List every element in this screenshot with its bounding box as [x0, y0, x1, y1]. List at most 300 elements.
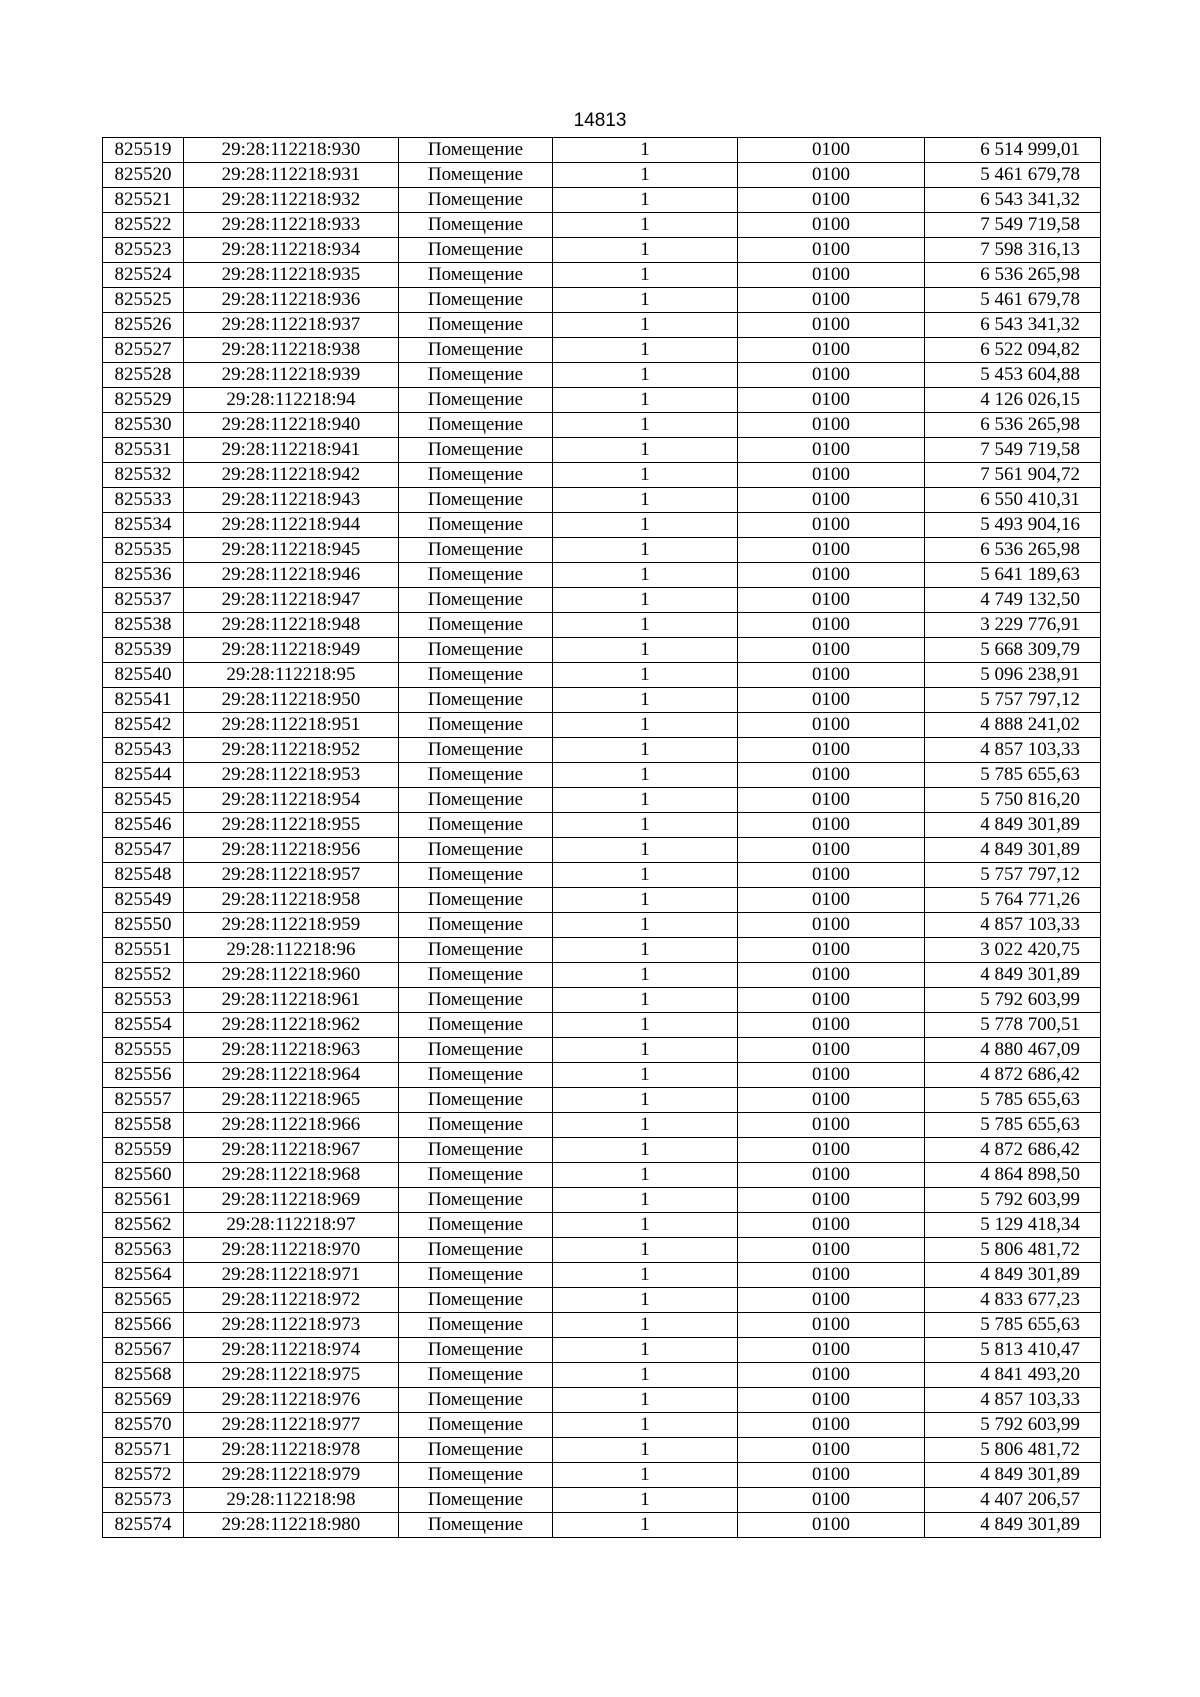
object-type-cell: Помещение	[399, 388, 553, 413]
cadastral-value-cell: 7 598 316,13	[925, 238, 1101, 263]
cadastral-value-cell: 4 841 493,20	[925, 1363, 1101, 1388]
cadastral-value-cell: 5 778 700,51	[925, 1013, 1101, 1038]
cadastral-value-cell: 6 536 265,98	[925, 413, 1101, 438]
cadastral-number-cell: 29:28:112218:943	[184, 488, 399, 513]
code-cell: 0100	[738, 1188, 925, 1213]
row-number-cell: 825551	[103, 938, 184, 963]
row-number-cell: 825543	[103, 738, 184, 763]
table-row	[103, 1138, 1101, 1163]
code-cell: 0100	[738, 738, 925, 763]
count-cell: 1	[553, 638, 738, 663]
cadastral-number-cell: 29:28:112218:953	[184, 763, 399, 788]
cadastral-value-cell: 4 833 677,23	[925, 1288, 1101, 1313]
table-row	[103, 813, 1101, 838]
code-cell: 0100	[738, 1013, 925, 1038]
row-number-cell: 825532	[103, 463, 184, 488]
row-number-cell: 825569	[103, 1388, 184, 1413]
cadastral-value-cell: 7 549 719,58	[925, 438, 1101, 463]
cadastral-number-cell: 29:28:112218:963	[184, 1038, 399, 1063]
table-row	[103, 763, 1101, 788]
cadastral-number-cell: 29:28:112218:978	[184, 1438, 399, 1463]
code-cell: 0100	[738, 488, 925, 513]
count-cell: 1	[553, 163, 738, 188]
object-type-cell: Помещение	[399, 1413, 553, 1438]
object-type-cell: Помещение	[399, 1513, 553, 1538]
cadastral-number-cell: 29:28:112218:973	[184, 1313, 399, 1338]
object-type-cell: Помещение	[399, 763, 553, 788]
code-cell: 0100	[738, 188, 925, 213]
cadastral-number-cell: 29:28:112218:933	[184, 213, 399, 238]
cadastral-number-cell: 29:28:112218:959	[184, 913, 399, 938]
object-type-cell: Помещение	[399, 463, 553, 488]
cadastral-number-cell: 29:28:112218:94	[184, 388, 399, 413]
object-type-cell: Помещение	[399, 1263, 553, 1288]
code-cell: 0100	[738, 1138, 925, 1163]
count-cell: 1	[553, 1088, 738, 1113]
code-cell: 0100	[738, 1438, 925, 1463]
table-row	[103, 838, 1101, 863]
object-type-cell: Помещение	[399, 1138, 553, 1163]
object-type-cell: Помещение	[399, 663, 553, 688]
object-type-cell: Помещение	[399, 213, 553, 238]
count-cell: 1	[553, 388, 738, 413]
count-cell: 1	[553, 713, 738, 738]
cadastral-value-cell: 5 641 189,63	[925, 563, 1101, 588]
count-cell: 1	[553, 213, 738, 238]
object-type-cell: Помещение	[399, 513, 553, 538]
row-number-cell: 825557	[103, 1088, 184, 1113]
row-number-cell: 825519	[103, 138, 184, 163]
cadastral-value-cell: 6 543 341,32	[925, 313, 1101, 338]
cadastral-number-cell: 29:28:112218:977	[184, 1413, 399, 1438]
row-number-cell: 825546	[103, 813, 184, 838]
object-type-cell: Помещение	[399, 613, 553, 638]
object-type-cell: Помещение	[399, 538, 553, 563]
cadastral-value-cell: 5 792 603,99	[925, 1413, 1101, 1438]
cadastral-number-cell: 29:28:112218:944	[184, 513, 399, 538]
count-cell: 1	[553, 138, 738, 163]
cadastral-number-cell: 29:28:112218:931	[184, 163, 399, 188]
row-number-cell: 825572	[103, 1463, 184, 1488]
count-cell: 1	[553, 1288, 738, 1313]
row-number-cell: 825564	[103, 1263, 184, 1288]
cadastral-number-cell: 29:28:112218:962	[184, 1013, 399, 1038]
cadastral-value-cell: 5 785 655,63	[925, 1113, 1101, 1138]
row-number-cell: 825536	[103, 563, 184, 588]
object-type-cell: Помещение	[399, 1238, 553, 1263]
count-cell: 1	[553, 1113, 738, 1138]
count-cell: 1	[553, 438, 738, 463]
table-row	[103, 688, 1101, 713]
cadastral-value-cell: 5 453 604,88	[925, 363, 1101, 388]
cadastral-number-cell: 29:28:112218:969	[184, 1188, 399, 1213]
table-row	[103, 713, 1101, 738]
count-cell: 1	[553, 813, 738, 838]
table-row	[103, 388, 1101, 413]
cadastral-number-cell: 29:28:112218:964	[184, 1063, 399, 1088]
count-cell: 1	[553, 988, 738, 1013]
cadastral-number-cell: 29:28:112218:970	[184, 1238, 399, 1263]
row-number-cell: 825521	[103, 188, 184, 213]
count-cell: 1	[553, 363, 738, 388]
cadastral-value-cell: 4 849 301,89	[925, 1513, 1101, 1538]
cadastral-number-cell: 29:28:112218:941	[184, 438, 399, 463]
cadastral-value-cell: 3 022 420,75	[925, 938, 1101, 963]
cadastral-number-cell: 29:28:112218:935	[184, 263, 399, 288]
count-cell: 1	[553, 1263, 738, 1288]
cadastral-number-cell: 29:28:112218:930	[184, 138, 399, 163]
cadastral-value-cell: 5 792 603,99	[925, 1188, 1101, 1213]
table-row	[103, 1288, 1101, 1313]
count-cell: 1	[553, 913, 738, 938]
code-cell: 0100	[738, 338, 925, 363]
table-row	[103, 1388, 1101, 1413]
row-number-cell: 825555	[103, 1038, 184, 1063]
cadastral-value-cell: 4 849 301,89	[925, 963, 1101, 988]
code-cell: 0100	[738, 263, 925, 288]
table-row	[103, 263, 1101, 288]
cadastral-number-cell: 29:28:112218:955	[184, 813, 399, 838]
row-number-cell: 825552	[103, 963, 184, 988]
row-number-cell: 825550	[103, 913, 184, 938]
code-cell: 0100	[738, 763, 925, 788]
count-cell: 1	[553, 538, 738, 563]
table-row	[103, 538, 1101, 563]
count-cell: 1	[553, 1238, 738, 1263]
table-row	[103, 1313, 1101, 1338]
cadastral-value-cell: 5 757 797,12	[925, 688, 1101, 713]
code-cell: 0100	[738, 463, 925, 488]
row-number-cell: 825548	[103, 863, 184, 888]
table-body	[103, 138, 1101, 1538]
cadastral-value-cell: 5 806 481,72	[925, 1438, 1101, 1463]
code-cell: 0100	[738, 638, 925, 663]
code-cell: 0100	[738, 1413, 925, 1438]
row-number-cell: 825535	[103, 538, 184, 563]
row-number-cell: 825526	[103, 313, 184, 338]
code-cell: 0100	[738, 838, 925, 863]
cadastral-value-cell: 6 536 265,98	[925, 538, 1101, 563]
code-cell: 0100	[738, 1513, 925, 1538]
page-number: 14813	[573, 110, 627, 131]
cadastral-value-cell: 4 864 898,50	[925, 1163, 1101, 1188]
row-number-cell: 825530	[103, 413, 184, 438]
cadastral-number-cell: 29:28:112218:951	[184, 713, 399, 738]
count-cell: 1	[553, 238, 738, 263]
code-cell: 0100	[738, 863, 925, 888]
cadastral-number-cell: 29:28:112218:971	[184, 1263, 399, 1288]
table-row	[103, 1213, 1101, 1238]
cadastral-value-cell: 4 749 132,50	[925, 588, 1101, 613]
cadastral-number-cell: 29:28:112218:942	[184, 463, 399, 488]
code-cell: 0100	[738, 1213, 925, 1238]
code-cell: 0100	[738, 688, 925, 713]
row-number-cell: 825560	[103, 1163, 184, 1188]
code-cell: 0100	[738, 288, 925, 313]
object-type-cell: Помещение	[399, 1088, 553, 1113]
object-type-cell: Помещение	[399, 1463, 553, 1488]
count-cell: 1	[553, 1463, 738, 1488]
table-row	[103, 1413, 1101, 1438]
cadastral-number-cell: 29:28:112218:975	[184, 1363, 399, 1388]
cadastral-number-cell: 29:28:112218:934	[184, 238, 399, 263]
table-row	[103, 1038, 1101, 1063]
cadastral-number-cell: 29:28:112218:960	[184, 963, 399, 988]
count-cell: 1	[553, 1138, 738, 1163]
row-number-cell: 825533	[103, 488, 184, 513]
cadastral-value-cell: 4 407 206,57	[925, 1488, 1101, 1513]
code-cell: 0100	[738, 513, 925, 538]
row-number-cell: 825562	[103, 1213, 184, 1238]
row-number-cell: 825529	[103, 388, 184, 413]
code-cell: 0100	[738, 213, 925, 238]
cadastral-number-cell: 29:28:112218:961	[184, 988, 399, 1013]
count-cell: 1	[553, 788, 738, 813]
count-cell: 1	[553, 888, 738, 913]
count-cell: 1	[553, 488, 738, 513]
object-type-cell: Помещение	[399, 1013, 553, 1038]
code-cell: 0100	[738, 388, 925, 413]
cadastral-value-cell: 5 785 655,63	[925, 763, 1101, 788]
count-cell: 1	[553, 563, 738, 588]
object-type-cell: Помещение	[399, 1163, 553, 1188]
cadastral-value-cell: 5 806 481,72	[925, 1238, 1101, 1263]
cadastral-number-cell: 29:28:112218:98	[184, 1488, 399, 1513]
table-row	[103, 1238, 1101, 1263]
table-row	[103, 1113, 1101, 1138]
count-cell: 1	[553, 688, 738, 713]
row-number-cell: 825544	[103, 763, 184, 788]
row-number-cell: 825573	[103, 1488, 184, 1513]
code-cell: 0100	[738, 663, 925, 688]
object-type-cell: Помещение	[399, 363, 553, 388]
table-row	[103, 888, 1101, 913]
cadastral-value-table	[102, 137, 1101, 1538]
count-cell: 1	[553, 1338, 738, 1363]
code-cell: 0100	[738, 138, 925, 163]
cadastral-number-cell: 29:28:112218:957	[184, 863, 399, 888]
cadastral-number-cell: 29:28:112218:954	[184, 788, 399, 813]
count-cell: 1	[553, 588, 738, 613]
code-cell: 0100	[738, 163, 925, 188]
table-row	[103, 438, 1101, 463]
row-number-cell: 825538	[103, 613, 184, 638]
table-row	[103, 338, 1101, 363]
row-number-cell: 825566	[103, 1313, 184, 1338]
row-number-cell: 825563	[103, 1238, 184, 1263]
table-row	[103, 238, 1101, 263]
object-type-cell: Помещение	[399, 263, 553, 288]
cadastral-number-cell: 29:28:112218:950	[184, 688, 399, 713]
object-type-cell: Помещение	[399, 1488, 553, 1513]
row-number-cell: 825531	[103, 438, 184, 463]
table-row	[103, 1088, 1101, 1113]
count-cell: 1	[553, 1163, 738, 1188]
table-row	[103, 1513, 1101, 1538]
cadastral-value-cell: 5 792 603,99	[925, 988, 1101, 1013]
object-type-cell: Помещение	[399, 1388, 553, 1413]
table-row	[103, 1263, 1101, 1288]
row-number-cell: 825539	[103, 638, 184, 663]
code-cell: 0100	[738, 1363, 925, 1388]
count-cell: 1	[553, 1013, 738, 1038]
object-type-cell: Помещение	[399, 938, 553, 963]
object-type-cell: Помещение	[399, 1288, 553, 1313]
object-type-cell: Помещение	[399, 413, 553, 438]
count-cell: 1	[553, 1388, 738, 1413]
code-cell: 0100	[738, 563, 925, 588]
code-cell: 0100	[738, 413, 925, 438]
code-cell: 0100	[738, 613, 925, 638]
table-row	[103, 463, 1101, 488]
cadastral-number-cell: 29:28:112218:980	[184, 1513, 399, 1538]
object-type-cell: Помещение	[399, 1113, 553, 1138]
cadastral-value-cell: 5 785 655,63	[925, 1088, 1101, 1113]
count-cell: 1	[553, 738, 738, 763]
code-cell: 0100	[738, 1338, 925, 1363]
count-cell: 1	[553, 188, 738, 213]
object-type-cell: Помещение	[399, 1438, 553, 1463]
cadastral-number-cell: 29:28:112218:97	[184, 1213, 399, 1238]
object-type-cell: Помещение	[399, 1188, 553, 1213]
row-number-cell: 825570	[103, 1413, 184, 1438]
row-number-cell: 825554	[103, 1013, 184, 1038]
row-number-cell: 825571	[103, 1438, 184, 1463]
count-cell: 1	[553, 263, 738, 288]
count-cell: 1	[553, 1313, 738, 1338]
cadastral-value-cell: 5 668 309,79	[925, 638, 1101, 663]
row-number-cell: 825558	[103, 1113, 184, 1138]
cadastral-number-cell: 29:28:112218:974	[184, 1338, 399, 1363]
object-type-cell: Помещение	[399, 163, 553, 188]
object-type-cell: Помещение	[399, 488, 553, 513]
cadastral-value-cell: 5 493 904,16	[925, 513, 1101, 538]
table-row	[103, 213, 1101, 238]
row-number-cell: 825553	[103, 988, 184, 1013]
object-type-cell: Помещение	[399, 963, 553, 988]
cadastral-value-cell: 6 543 341,32	[925, 188, 1101, 213]
cadastral-value-cell: 5 461 679,78	[925, 163, 1101, 188]
table-row	[103, 1438, 1101, 1463]
count-cell: 1	[553, 413, 738, 438]
table-row	[103, 563, 1101, 588]
cadastral-value-cell: 6 522 094,82	[925, 338, 1101, 363]
cadastral-value-cell: 4 849 301,89	[925, 813, 1101, 838]
table-row	[103, 1488, 1101, 1513]
count-cell: 1	[553, 1438, 738, 1463]
cadastral-value-cell: 4 857 103,33	[925, 738, 1101, 763]
row-number-cell: 825527	[103, 338, 184, 363]
code-cell: 0100	[738, 238, 925, 263]
count-cell: 1	[553, 763, 738, 788]
row-number-cell: 825567	[103, 1338, 184, 1363]
cadastral-value-cell: 7 549 719,58	[925, 213, 1101, 238]
object-type-cell: Помещение	[399, 238, 553, 263]
object-type-cell: Помещение	[399, 788, 553, 813]
table-row	[103, 188, 1101, 213]
cadastral-number-cell: 29:28:112218:958	[184, 888, 399, 913]
table-row	[103, 1013, 1101, 1038]
row-number-cell: 825523	[103, 238, 184, 263]
code-cell: 0100	[738, 1038, 925, 1063]
table-row	[103, 938, 1101, 963]
row-number-cell: 825568	[103, 1363, 184, 1388]
cadastral-value-cell: 5 764 771,26	[925, 888, 1101, 913]
count-cell: 1	[553, 838, 738, 863]
row-number-cell: 825540	[103, 663, 184, 688]
object-type-cell: Помещение	[399, 438, 553, 463]
count-cell: 1	[553, 288, 738, 313]
row-number-cell: 825541	[103, 688, 184, 713]
row-number-cell: 825549	[103, 888, 184, 913]
cadastral-value-cell: 4 126 026,15	[925, 388, 1101, 413]
object-type-cell: Помещение	[399, 1063, 553, 1088]
cadastral-value-cell: 5 096 238,91	[925, 663, 1101, 688]
code-cell: 0100	[738, 1113, 925, 1138]
table-row	[103, 513, 1101, 538]
cadastral-value-cell: 4 849 301,89	[925, 1463, 1101, 1488]
object-type-cell: Помещение	[399, 138, 553, 163]
object-type-cell: Помещение	[399, 563, 553, 588]
cadastral-value-cell: 5 813 410,47	[925, 1338, 1101, 1363]
row-number-cell: 825537	[103, 588, 184, 613]
cadastral-value-cell: 6 514 999,01	[925, 138, 1101, 163]
object-type-cell: Помещение	[399, 738, 553, 763]
cadastral-value-cell: 7 561 904,72	[925, 463, 1101, 488]
cadastral-number-cell: 29:28:112218:939	[184, 363, 399, 388]
code-cell: 0100	[738, 938, 925, 963]
cadastral-value-cell: 4 872 686,42	[925, 1063, 1101, 1088]
cadastral-number-cell: 29:28:112218:938	[184, 338, 399, 363]
cadastral-number-cell: 29:28:112218:952	[184, 738, 399, 763]
row-number-cell: 825528	[103, 363, 184, 388]
cadastral-number-cell: 29:28:112218:965	[184, 1088, 399, 1113]
code-cell: 0100	[738, 1488, 925, 1513]
cadastral-number-cell: 29:28:112218:967	[184, 1138, 399, 1163]
cadastral-number-cell: 29:28:112218:936	[184, 288, 399, 313]
code-cell: 0100	[738, 788, 925, 813]
cadastral-number-cell: 29:28:112218:968	[184, 1163, 399, 1188]
row-number-cell: 825556	[103, 1063, 184, 1088]
code-cell: 0100	[738, 713, 925, 738]
table-row	[103, 413, 1101, 438]
code-cell: 0100	[738, 538, 925, 563]
table-row	[103, 1463, 1101, 1488]
table-row	[103, 663, 1101, 688]
count-cell: 1	[553, 338, 738, 363]
code-cell: 0100	[738, 1088, 925, 1113]
cadastral-value-cell: 5 461 679,78	[925, 288, 1101, 313]
count-cell: 1	[553, 513, 738, 538]
cadastral-value-cell: 4 872 686,42	[925, 1138, 1101, 1163]
cadastral-value-cell: 4 849 301,89	[925, 838, 1101, 863]
cadastral-value-cell: 4 857 103,33	[925, 913, 1101, 938]
row-number-cell: 825524	[103, 263, 184, 288]
code-cell: 0100	[738, 913, 925, 938]
object-type-cell: Помещение	[399, 813, 553, 838]
count-cell: 1	[553, 1038, 738, 1063]
cadastral-value-cell: 6 550 410,31	[925, 488, 1101, 513]
code-cell: 0100	[738, 588, 925, 613]
code-cell: 0100	[738, 1263, 925, 1288]
cadastral-number-cell: 29:28:112218:948	[184, 613, 399, 638]
table-row	[103, 963, 1101, 988]
count-cell: 1	[553, 663, 738, 688]
count-cell: 1	[553, 1488, 738, 1513]
table-row	[103, 1188, 1101, 1213]
code-cell: 0100	[738, 1288, 925, 1313]
code-cell: 0100	[738, 1063, 925, 1088]
